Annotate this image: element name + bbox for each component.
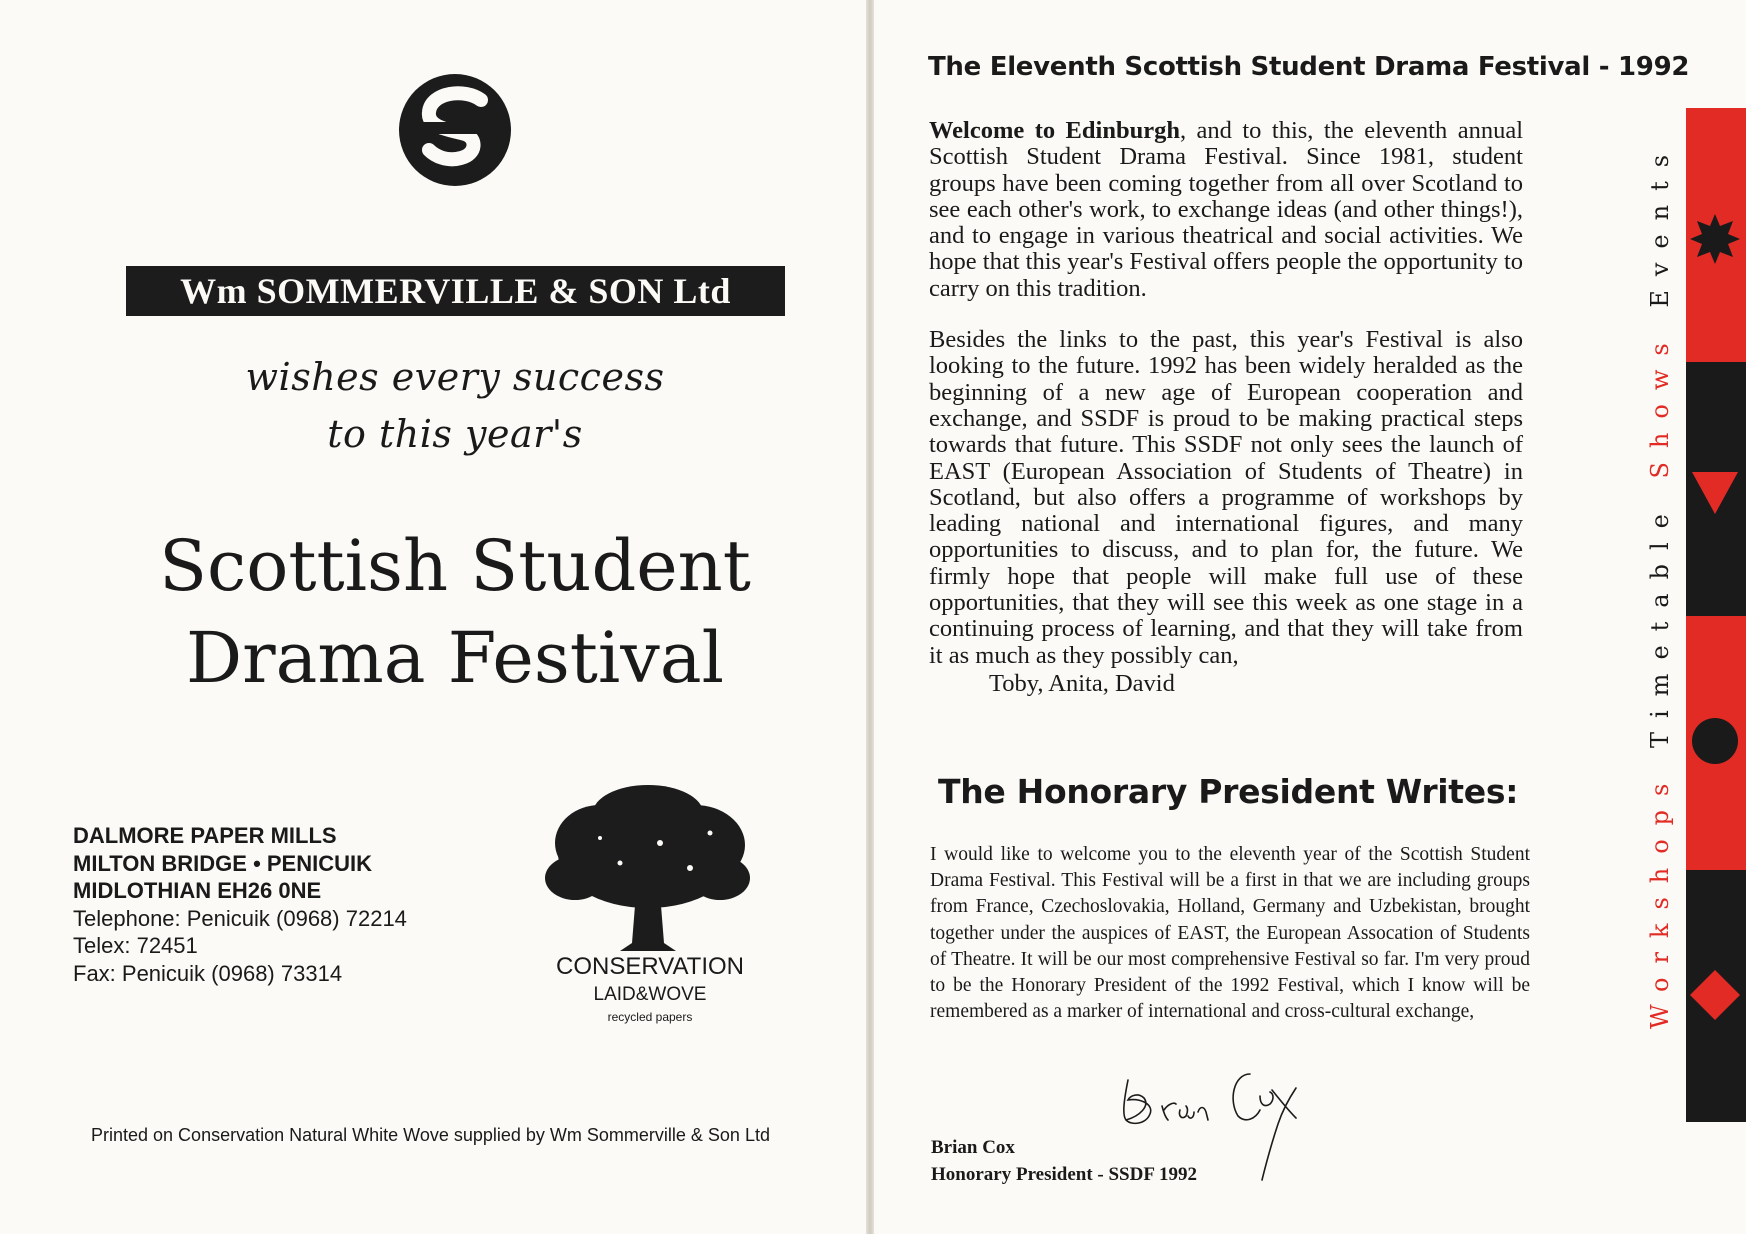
- fax: Fax: Penicuik (0968) 73314: [73, 960, 343, 986]
- signer-title: Honorary President - SSDF 1992: [931, 1164, 1197, 1185]
- diamond-icon: [1688, 968, 1742, 1022]
- festival-name: Scottish Student Drama Festival: [159, 525, 751, 699]
- welcome-lead: Welcome to Edinburgh: [929, 117, 1180, 144]
- conservation-subtitle: LAID&WOVE: [593, 984, 707, 1005]
- tree-icon: [540, 783, 755, 953]
- sidebar-item-workshops: Workshops: [1646, 769, 1674, 1030]
- page-title: The Eleventh Scottish Student Drama Festival - 1992: [928, 52, 1690, 82]
- welcome-paragraph-1: [929, 118, 1523, 302]
- welcome-p1-rest: , and to this, the eleventh annual Scottish Student Drama Festival. Since 1981, student groups have been coming together from all over Scotland to see each other's work, to exchange ideas (and other things!), and to engage in various theatrical and social activities. We hope that this year's Festival offers people the opportunity to carry on this tradition.: [929, 117, 1524, 302]
- sidebar-item-shows: Shows: [1646, 329, 1674, 479]
- wishes-line-1: wishes every success: [245, 355, 665, 399]
- star-icon: [1688, 212, 1742, 266]
- sidebar-item-events: Events: [1646, 140, 1674, 308]
- sidebar-item-timetable: Timetable: [1646, 500, 1674, 748]
- conservation-tagline: recycled papers: [607, 1010, 693, 1024]
- printed-note: Printed on Conservation Natural White Wove supplied by Wm Sommerville & Son Ltd: [91, 1125, 770, 1145]
- circle-icon: [1690, 716, 1740, 766]
- conservation-title: CONSERVATION: [555, 953, 745, 980]
- president-heading: The Honorary President Writes:: [938, 772, 1519, 811]
- address-block: [73, 822, 407, 987]
- welcome-text: [929, 118, 1523, 697]
- welcome-signoff: Toby, Anita, David: [989, 669, 1175, 697]
- president-body: I would like to welcome you to the eleventh year of the Scottish Student Drama Festival. This Festival will be a first in that we are including groups from France, Czechoslovakia, Holland, Germany and Uzbekistan, brought together under the auspices of EAST, the European Assocation of Students of Theatre. It will be our most comprehensive Festival so far. I'm very proud to be the Honorary President of the 1992 Festival, which I know will be remembered as a marker of international and cross-cultural exchange,: [930, 844, 1530, 1023]
- sidebar-section-labels: [1634, 70, 1686, 1100]
- address-line-1: DALMORE PAPER MILLS: [73, 823, 337, 848]
- telephone: Telephone: Penicuik (0968) 72214: [73, 905, 407, 931]
- signer-block: [931, 1134, 1197, 1188]
- address-line-2: MILTON BRIDGE • PENICUIK: [73, 850, 373, 876]
- sommerville-logo-icon: [395, 70, 515, 190]
- telex: Telex: 72451: [73, 933, 198, 958]
- company-banner: Wm SOMMERVILLE & SON Ltd: [126, 266, 785, 316]
- address-line-3: MIDLOTHIAN EH26 0NE: [73, 878, 322, 903]
- welcome-paragraph-2: Besides the links to the past, this year's Festival is also looking to the future. 1992 has been widely heralded as the beginning of a new age of European cooperation and exchange, and SSDF is proud to be making practical steps towards that future. This SSDF not only sees the launch of EAST (European Association of Students of Theatre) in Scotland, but also offers a programme of workshops by leading national and international figures, and many opportunities to discuss, and to plan for, the future. We firmly hope that people will make full use of these opportunities, that they will see this week as one stage in a continuing process of learning, and that they will take from it as much as they possibly can,: [929, 326, 1523, 669]
- triangle-icon: [1688, 466, 1742, 520]
- spine: [866, 0, 874, 1234]
- wishes-line-2: to this year's: [327, 412, 583, 456]
- signer-name: Brian Cox: [931, 1137, 1015, 1158]
